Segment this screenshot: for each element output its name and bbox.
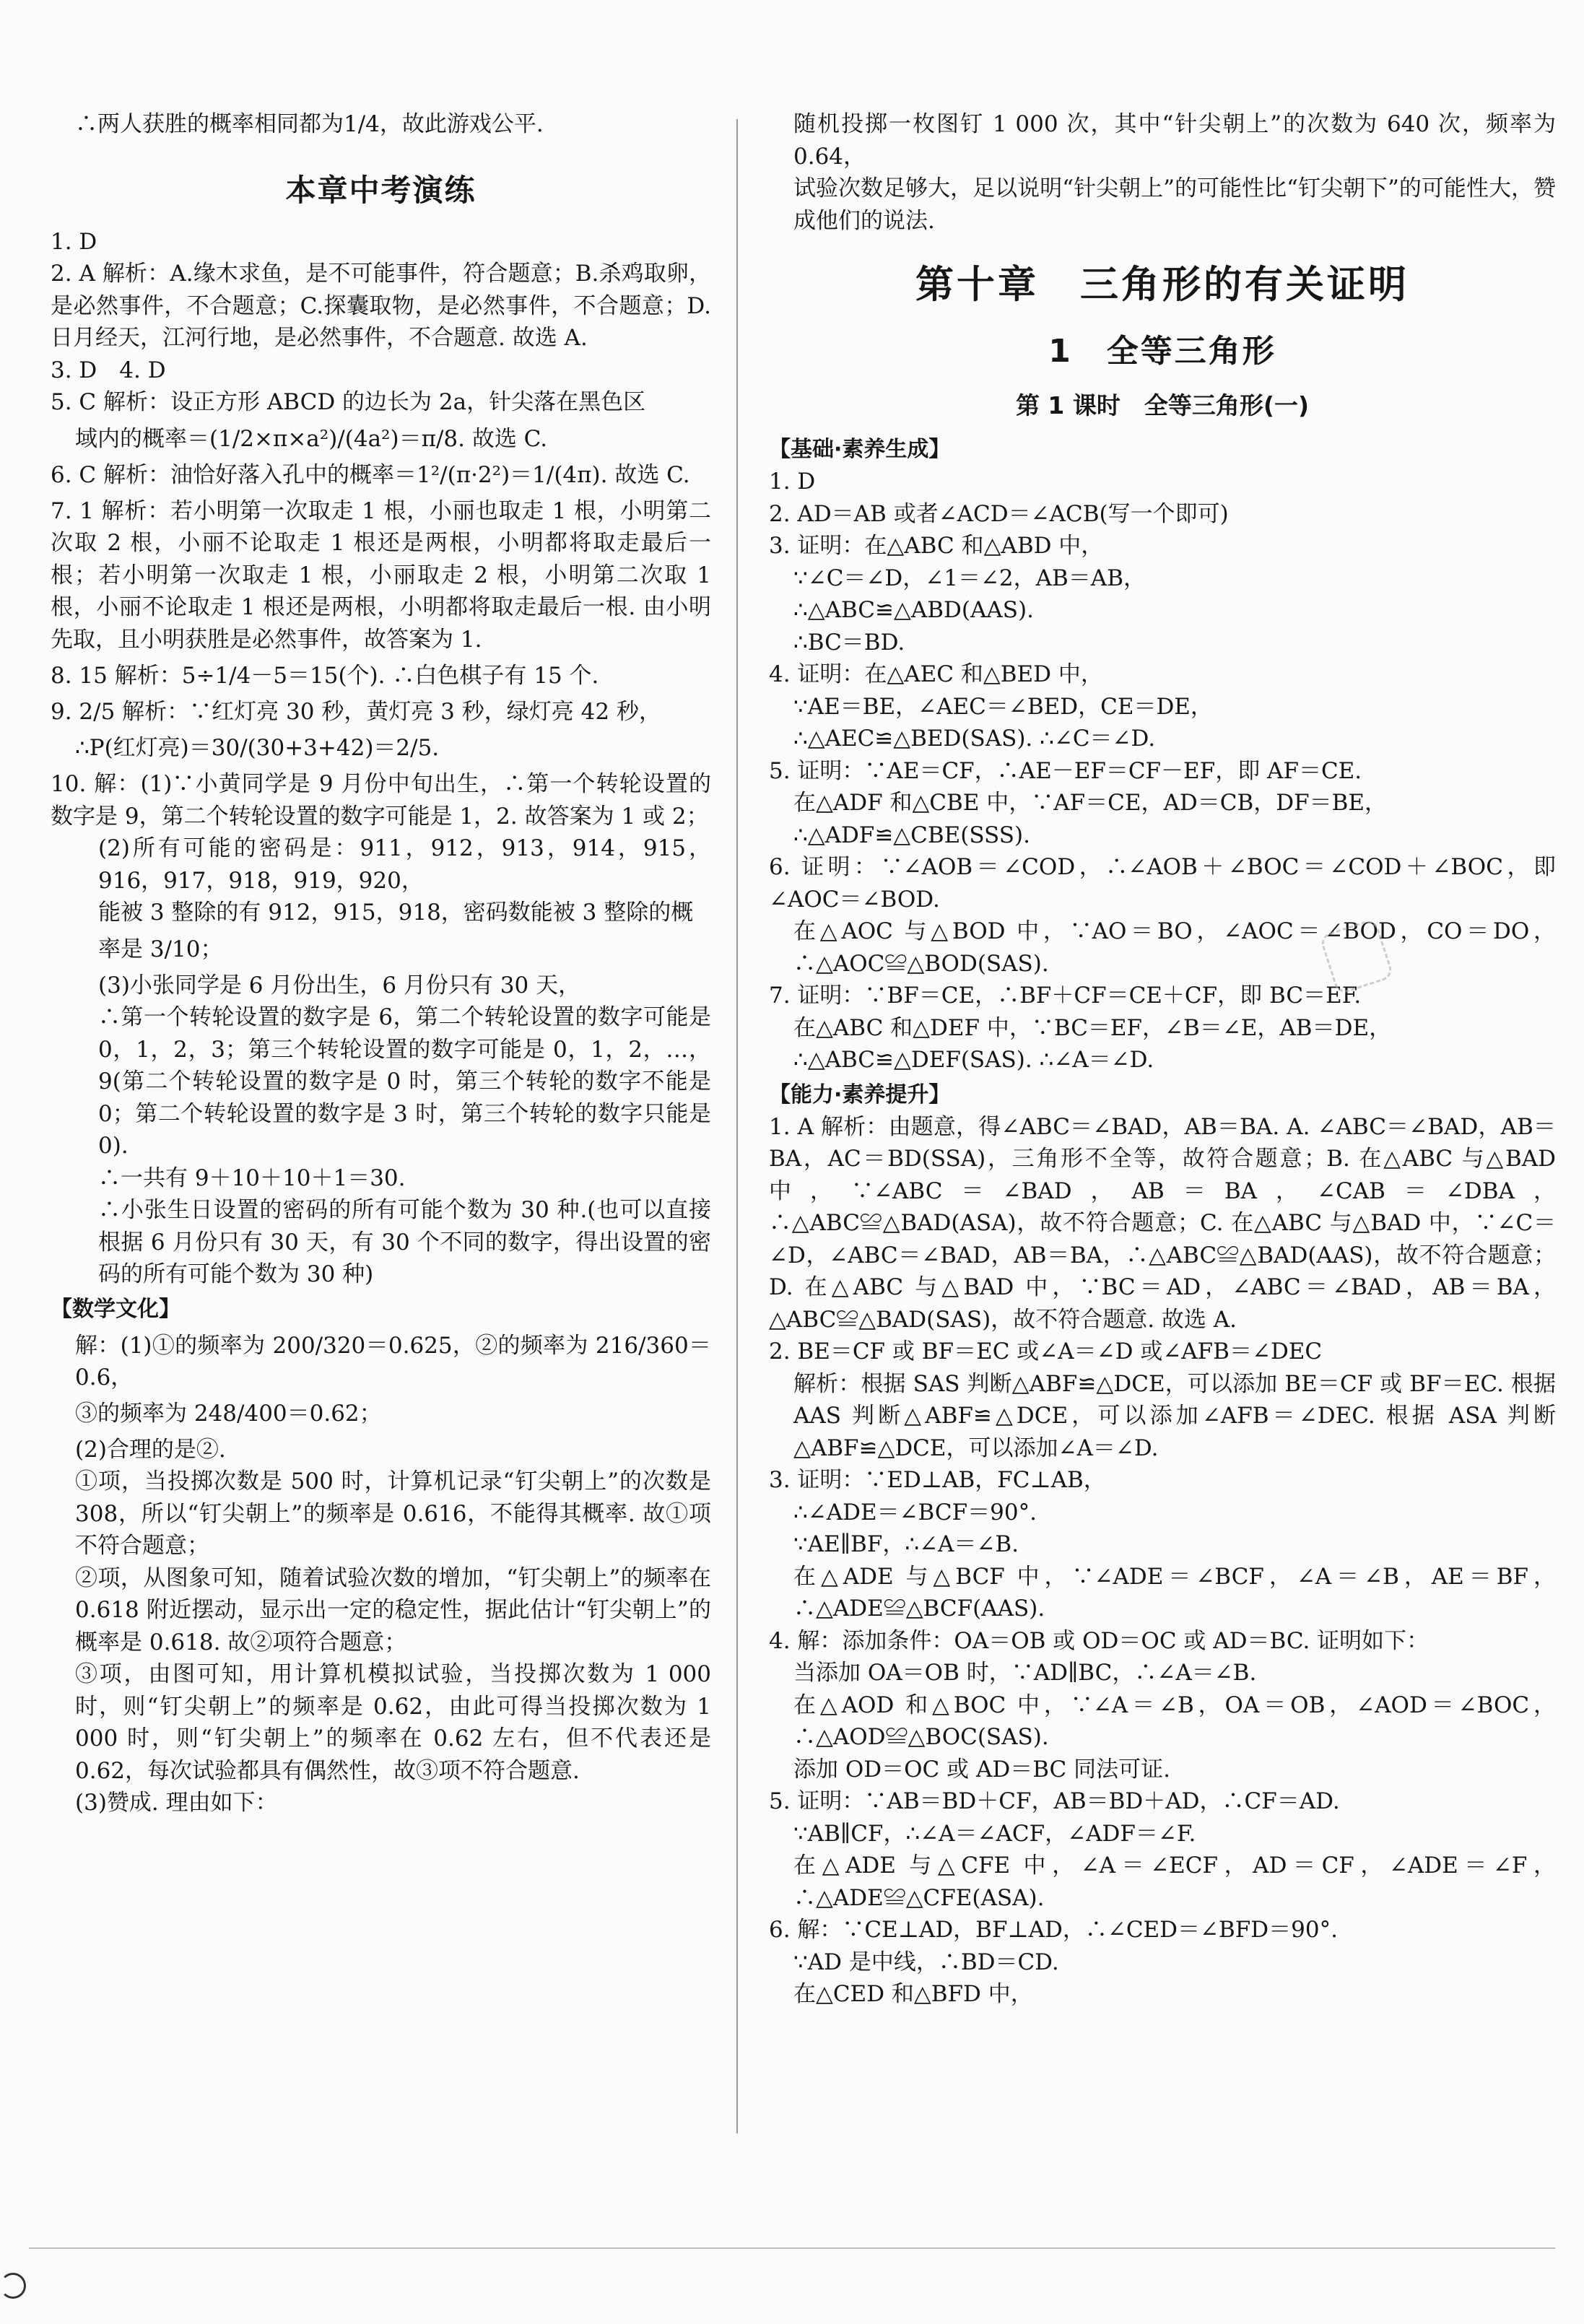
answer-line: ∵AE＝BE，∠AEC＝∠BED，CE＝DE， bbox=[793, 693, 1213, 720]
answer-line: 5. C 解析：设正方形 ABCD 的边长为 2a，针尖落在黑色区 bbox=[51, 389, 646, 415]
answer-line: ∴小张生日设置的密码的所有可能个数为 30 种.(也可以直接根据 6 月份只有 30 天，有 30 个不同的数字，得出设置的密码的所有可能个数为 30 种) bbox=[98, 1197, 711, 1287]
answer-line: 7. 证明：∵BF＝CE，∴BF＋CF＝CE＋CF，即 BC＝EF. bbox=[769, 983, 1362, 1009]
answer-line: 3. D 4. D bbox=[51, 357, 166, 383]
answer-line: 1. D bbox=[769, 469, 816, 495]
page-corner-mark bbox=[0, 2273, 26, 2299]
answer-line: ③的频率为 248/400＝0.62； bbox=[75, 1400, 382, 1427]
answer-line: ∴第一个转轮设置的数字是 6，第二个转轮设置的数字可能是 0，1，2，3；第三个转轮设置的数字可能是 0，1，2，…，9(第二个转轮设置的数字是 0 时，第三个转轮的数字不能是 0；第二个转轮设置的数字是 3 时，第三个转轮的数字只能是 0). bbox=[98, 1004, 711, 1159]
answer-line: ∴一共有 9＋10＋10＋1＝30. bbox=[98, 1165, 406, 1191]
section-tag-basic: 【基础·素养生成】 bbox=[769, 437, 951, 462]
answer-line: ∴BC＝BD. bbox=[793, 629, 905, 656]
section-tag-ability: 【能力·素养提升】 bbox=[769, 1082, 951, 1107]
answer-line: 添加 OD＝OC 或 AD＝BC 同法可证. bbox=[793, 1756, 1170, 1783]
answer-line: 6. 证明：∵∠AOB＝∠COD，∴∠AOB＋∠BOC＝∠COD＋∠BOC，即∠AOC＝∠BOD. bbox=[769, 854, 1556, 913]
section-title: 1 全等三角形 bbox=[1048, 333, 1276, 370]
answer-line: 7. 1 解析：若小明第一次取走 1 根，小丽也取走 1 根，小明第二次取 2 根，小丽不论取走 1 根还是两根，小明都将取走最后一根；若小明第一次取走 1 根，小丽取走 2 根，小明第二次取 1 根，小丽不论取走 1 根还是两根，小明都将取走最后一根. 由小明先取，且小明获胜是必然事件，故答案为 1. bbox=[51, 497, 711, 653]
right-column bbox=[769, 108, 1556, 2011]
answer-line: ①项，当投掷次数是 500 时，计算机记录“钉尖朝上”的次数是 308，所以“钉尖朝上”的频率是 0.616，不能得其概率. 故①项不符合题意； bbox=[75, 1468, 711, 1559]
equation-line: 域内的概率＝(1/2×π×a²)/(4a²)＝π/8. 故选 C. bbox=[75, 425, 548, 452]
answer-line: 4. 证明：在△AEC 和△BED 中， bbox=[769, 661, 1103, 687]
answer-line: 解析：根据 SAS 判断△ABF≌△DCE，可以添加 BE＝CF 或 BF＝EC. 根据 AAS 判断△ABF≌△DCE，可以添加∠AFB＝∠DEC. 根据 ASA 判断△ABF≌△DCE，可以添加∠A＝∠D. bbox=[793, 1370, 1556, 1461]
answer-line: 当添加 OA＝OB 时，∵AD∥BC，∴∠A＝∠B. bbox=[793, 1660, 1257, 1686]
answer-line: 在△CED 和△BFD 中， bbox=[793, 1981, 1033, 2007]
answer-line: ∵∠C＝∠D，∠1＝∠2，AB＝AB， bbox=[793, 565, 1146, 591]
answer-line: ②项，从图象可知，随着试验次数的增加，“钉尖朝上”的频率在 0.618 附近摆动，显示出一定的稳定性，据此估计“钉尖朝上”的概率是 0.618. 故②项符合题意； bbox=[75, 1564, 711, 1655]
answer-line: 5. 证明：∵AB＝BD＋CF，AB＝BD＋AD，∴CF＝AD. bbox=[769, 1788, 1340, 1814]
answer-line: ∴△AEC≌△BED(SAS). ∴∠C＝∠D. bbox=[793, 726, 1156, 752]
answer-line: 5. 证明：∵AE＝CF，∴AE－EF＝CF－EF，即 AF＝CE. bbox=[769, 757, 1362, 784]
chapter-review-heading: 本章中考演练 bbox=[285, 172, 476, 208]
answer-line: 9. 2/5 解析：∵红灯亮 30 秒，黄灯亮 3 秒，绿灯亮 42 秒， bbox=[51, 699, 661, 725]
answer-line: 4. 解：添加条件：OA＝OB 或 OD＝OC 或 AD＝BC. 证明如下： bbox=[769, 1627, 1429, 1654]
answer-line: ∴△ABC≌△DEF(SAS). ∴∠A＝∠D. bbox=[793, 1047, 1154, 1073]
answer-line: 随机投掷一枚图钉 1 000 次，其中“针尖朝上”的次数为 640 次，频率为 0.64， bbox=[793, 111, 1556, 170]
answer-line: (2)合理的是②. bbox=[75, 1436, 226, 1463]
footer-rule bbox=[29, 2247, 1555, 2249]
answer-line: (3)赞成. 理由如下： bbox=[75, 1790, 278, 1816]
answer-line: ∵AD 是中线，∴BD＝CD. bbox=[793, 1949, 1059, 1975]
answer-line: 3. 证明：在△ABC 和△ABD 中， bbox=[769, 533, 1104, 559]
answer-line: 在△ADE 与△CFE 中，∠A＝∠ECF，AD＝CF，∠ADE＝∠F，∴△ADE≌△CFE(ASA). bbox=[793, 1853, 1556, 1911]
answer-line: 在△AOC 与△BOD 中，∵AO＝BO，∠AOC＝∠BOD，CO＝DO，∴△AOC≌△BOD(SAS). bbox=[793, 918, 1556, 977]
intro-line: ∴两人获胜的概率相同都为1/4，故此游戏公平. bbox=[75, 111, 544, 137]
answer-line: (3)小张同学是 6 月份出生，6 月份只有 30 天， bbox=[98, 972, 581, 998]
answer-line: 6. C 解析：油恰好落入孔中的概率＝1²/(π·2²)＝1/(4π). 故选 C. bbox=[51, 461, 690, 488]
answer-line: 1. A 解析：由题意，得∠ABC＝∠BAD，AB＝BA. A. ∠ABC＝∠BAD，AB＝BA，AC＝BD(SSA)，三角形不全等，故符合题意；B. 在△ABC 与△BAD 中，∵∠ABC＝∠BAD，AB＝BA，∠CAB＝∠DBA，∴△ABC≌△BAD(ASA)，故不符合题意；C. 在△ABC 与△BAD 中，∵∠C＝∠D，∠ABC＝∠BAD，AB＝BA，∴△ABC≌△BAD(AAS)，故不符合题意；D. 在△ABC 与△BAD 中，∵BC＝AD，∠ABC＝∠BAD，AB＝BA，△ABC≌△BAD(SAS)，故不符合题意. 故选 A. bbox=[769, 1113, 1556, 1333]
answer-line: ③项，由图可知，用计算机模拟试验，当投掷次数为 1 000 时，则“钉尖朝上”的频率是 0.62，由此可得当投掷次数为 1 000 时，则“钉尖朝上”的频率在 0.62 左右，但不代表还是 0.62，每次试验都具有偶然性，故③项不符合题意. bbox=[75, 1661, 711, 1784]
answer-line: 率是 3/10； bbox=[98, 936, 223, 962]
answer-line: ∵AB∥CF，∴∠A＝∠ACF，∠ADF＝∠F. bbox=[793, 1820, 1196, 1847]
answer-line: 1. D bbox=[51, 228, 97, 255]
answer-line: 2. AD＝AB 或者∠ACD＝∠ACB(写一个即可) bbox=[769, 500, 1229, 527]
equation-line: ∴P(红灯亮)＝30/(30+3+42)＝2/5. bbox=[75, 735, 440, 761]
answer-line: 10. 解：(1)∵小黄同学是 9 月份中旬出生，∴第一个转轮设置的数字是 9，第二个转轮设置的数字可能是 1，2. 故答案为 1 或 2； bbox=[51, 771, 711, 830]
answer-line: 在△ADE 与△BCF 中，∵∠ADE＝∠BCF，∠A＝∠B，AE＝BF，∴△ADE≌△BCF(AAS). bbox=[793, 1563, 1556, 1622]
answer-line: ∴∠ADE＝∠BCF＝90°. bbox=[793, 1499, 1037, 1526]
answer-line: 在△AOD 和△BOC 中，∵∠A＝∠B，OA＝OB，∠AOD＝∠BOC，∴△AOD≌△BOC(SAS). bbox=[793, 1692, 1556, 1750]
answer-line: 在△ABC 和△DEF 中，∵BC＝EF，∠B＝∠E，AB＝DE， bbox=[793, 1014, 1392, 1041]
answer-line: 试验次数足够大，足以说明“针尖朝上”的可能性比“钉尖朝下”的可能性大，赞成他们的说法. bbox=[793, 175, 1556, 234]
left-column bbox=[51, 108, 711, 1819]
answer-line: 3. 证明：∵ED⊥AB，FC⊥AB， bbox=[769, 1467, 1106, 1493]
answer-line: 2. BE＝CF 或 BF＝EC 或∠A＝∠D 或∠AFB＝∠DEC bbox=[769, 1339, 1323, 1365]
answer-line: ∵AE∥BF，∴∠A＝∠B. bbox=[793, 1531, 1019, 1557]
lesson-title: 第 1 课时 全等三角形(一) bbox=[1015, 391, 1310, 419]
answer-line: 解：(1)①的频率为 200/320＝0.625，②的频率为 216/360＝0.6， bbox=[75, 1332, 711, 1391]
answer-line: 2. A 解析：A.缘木求鱼，是不可能事件，符合题意；B.杀鸡取卵，是必然事件，不合题意；C.探囊取物，是必然事件，不合题意；D.日月经天，江河行地，是必然事件，不合题意. 故选 A. bbox=[51, 261, 711, 351]
section-tag-math-culture: 【数学文化】 bbox=[51, 1296, 180, 1322]
answer-line: 8. 15 解析：5÷1/4－5＝15(个). ∴白色棋子有 15 个. bbox=[51, 663, 599, 689]
answer-line: ∴△ABC≌△ABD(AAS). bbox=[793, 597, 1034, 623]
answer-line: 6. 解：∵CE⊥AD，BF⊥AD，∴∠CED＝∠BFD＝90°. bbox=[769, 1917, 1338, 1943]
answer-line: 能被 3 整除的有 912，915，918，密码数能被 3 整除的概 bbox=[98, 900, 694, 926]
column-divider bbox=[736, 119, 738, 2133]
answer-line: 在△ADF 和△CBE 中，∵AF＝CE，AD＝CB，DF＝BE， bbox=[793, 790, 1388, 816]
answer-line: (2)所有可能的密码是：911，912，913，914，915，916，917，918，919，920， bbox=[98, 835, 711, 894]
answer-line: ∴△ADF≌△CBE(SSS). bbox=[793, 822, 1030, 848]
chapter-title: 第十章 三角形的有关证明 bbox=[915, 263, 1409, 307]
